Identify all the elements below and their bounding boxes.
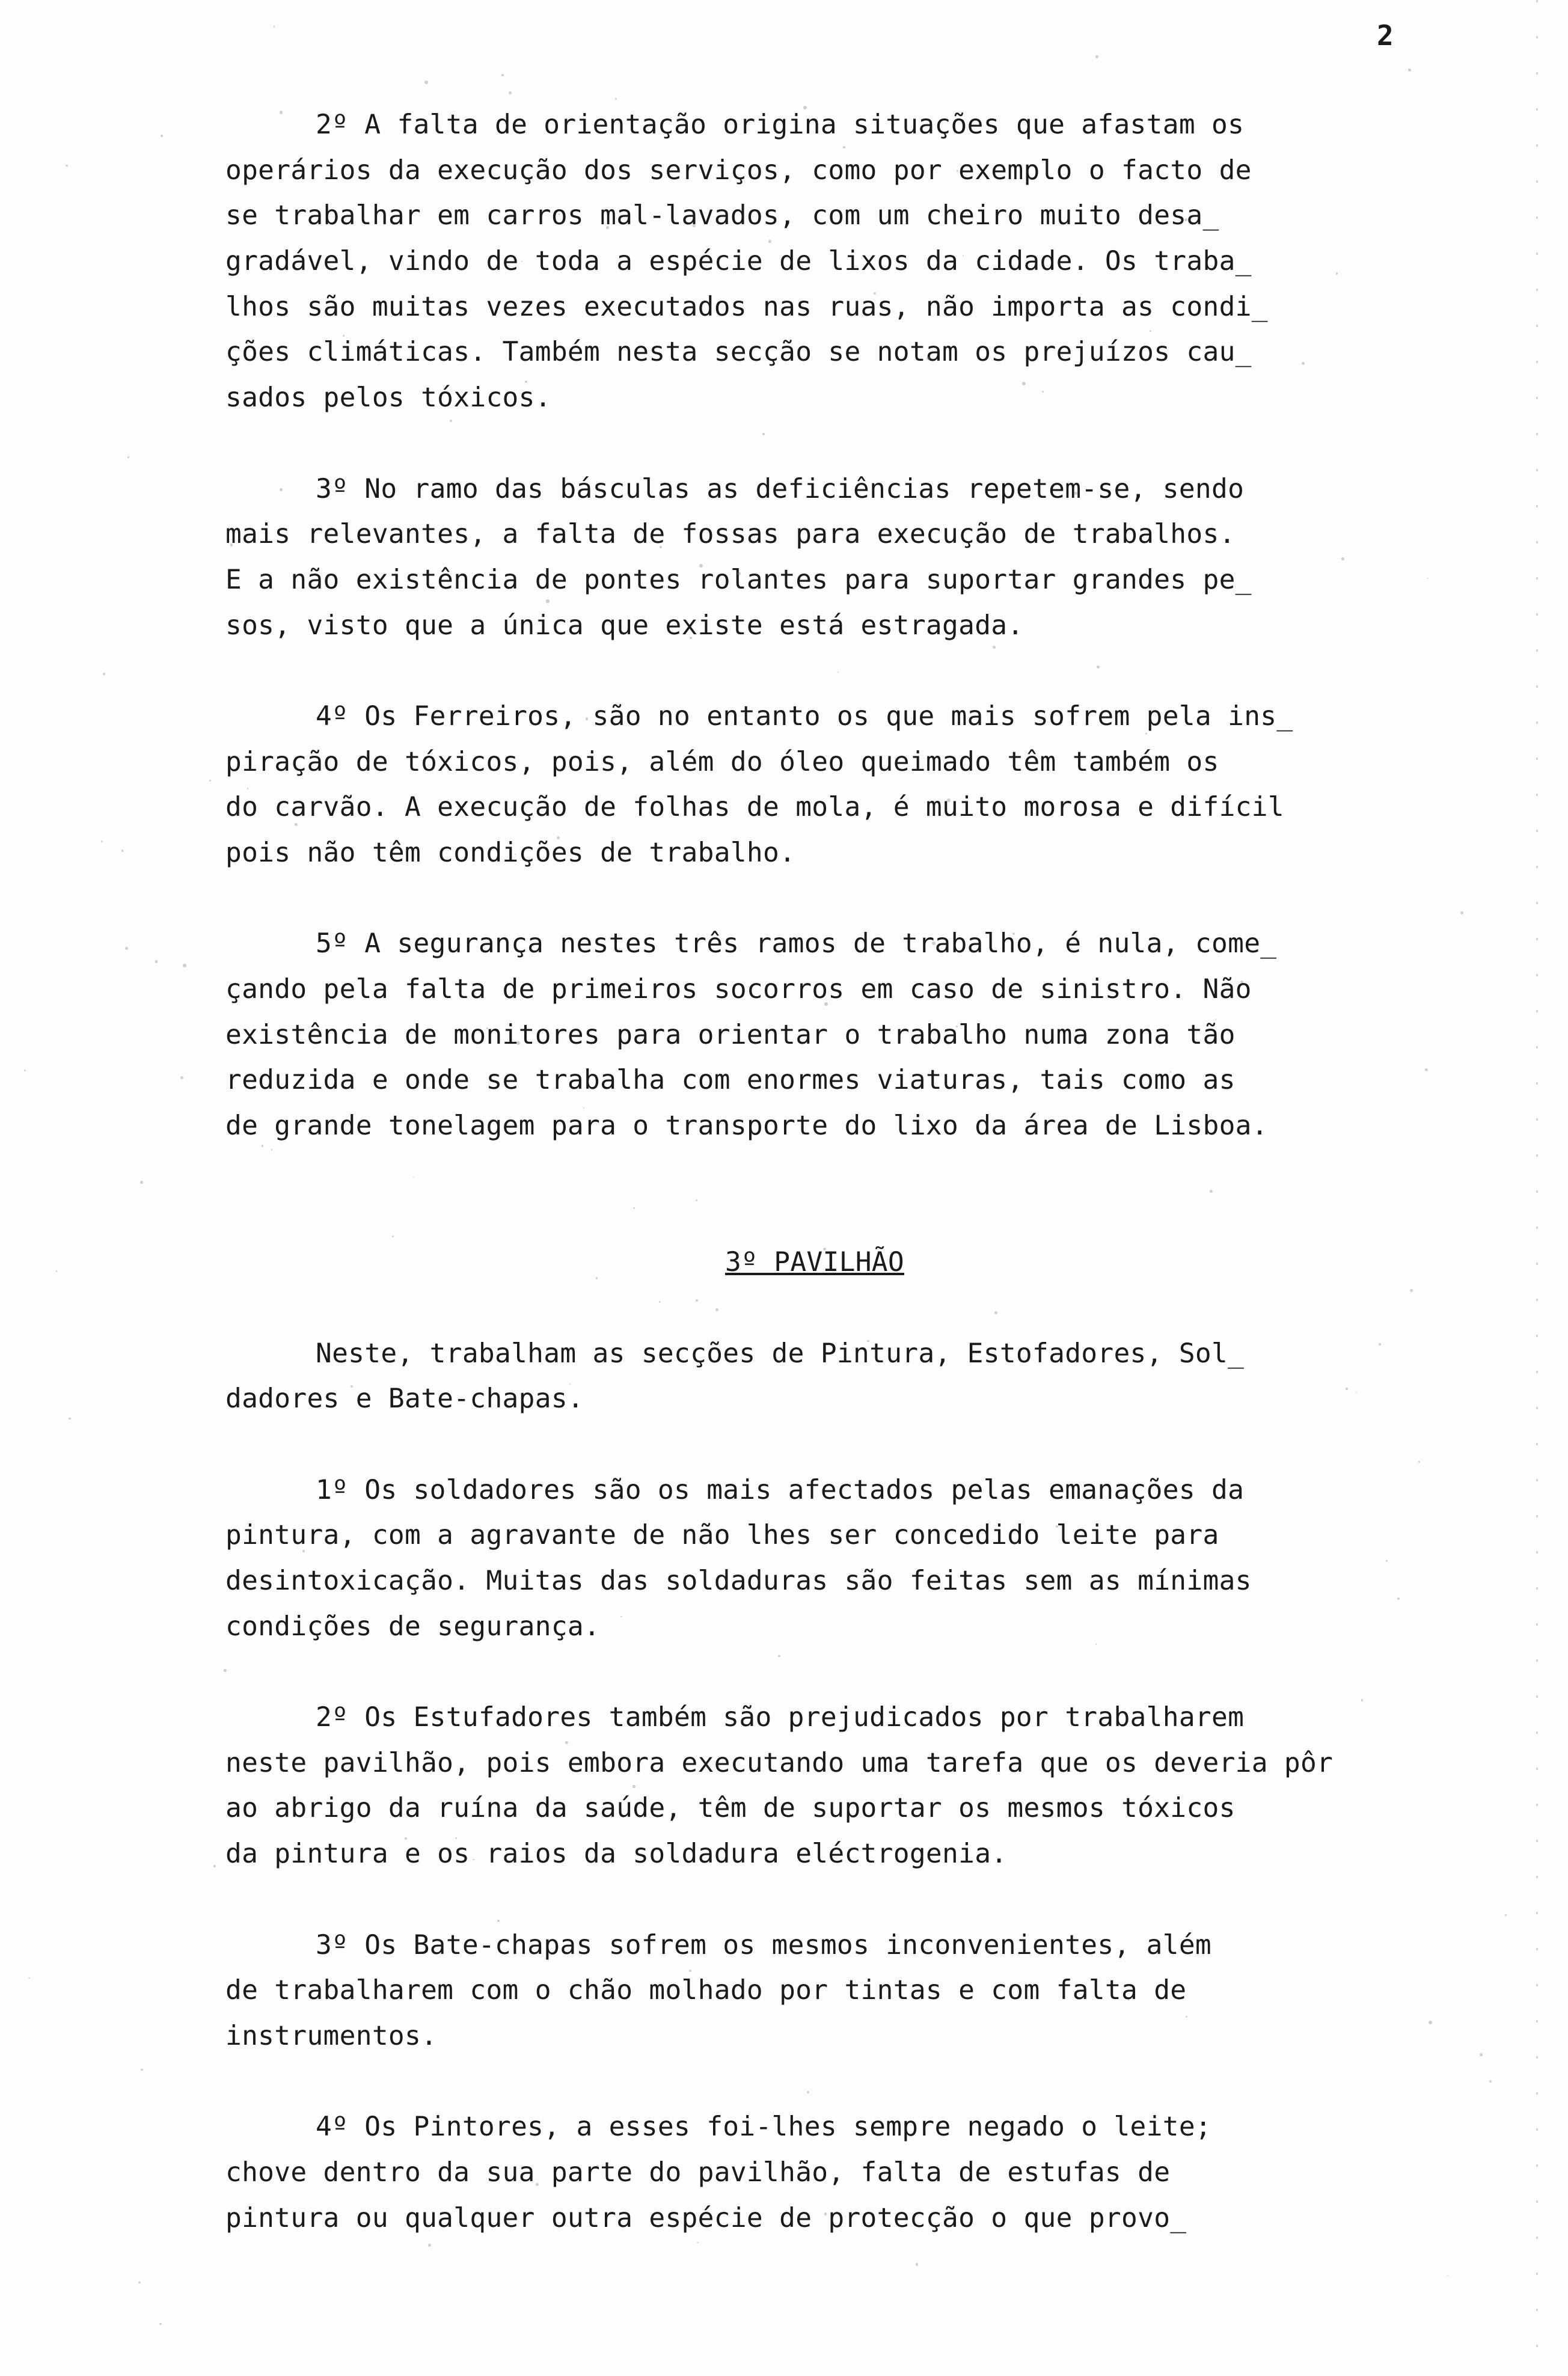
paragraph-gap — [225, 1285, 1428, 1331]
text-line: operários da execução dos serviços, como por exemplo o facto de — [225, 155, 1252, 186]
scan-speckle — [138, 2282, 141, 2284]
scan-speckle — [632, 1785, 635, 1787]
scan-speckle — [1074, 492, 1077, 495]
text-line: pintura ou qualquer outra espécie de protecção o que provo_ — [225, 2202, 1187, 2234]
scan-speckle — [509, 91, 512, 94]
scan-speckle — [56, 1270, 57, 1272]
text-line: dadores e Bate-chapas. — [225, 1383, 584, 1415]
document-body — [225, 102, 1428, 2241]
scan-speckle — [1379, 1343, 1381, 1346]
scan-speckle — [1128, 1999, 1130, 2001]
text-line: instrumentos. — [225, 2020, 438, 2051]
scan-speckle — [838, 672, 839, 673]
scan-speckle — [1184, 218, 1187, 221]
scan-speckle — [1418, 1461, 1420, 1463]
scan-speckle — [932, 942, 936, 945]
scan-speckle — [824, 1002, 828, 1006]
text-line: da pintura e os raios da soldadura eléctrogenia. — [225, 1839, 1008, 1870]
scan-speckle — [994, 1311, 997, 1314]
scan-speckle — [501, 74, 504, 76]
text-line: pintura, com a agravante de não lhes ser concedido leite para — [225, 1520, 1219, 1551]
scan-speckle — [1012, 932, 1015, 935]
scan-speckle — [1425, 1068, 1428, 1071]
scan-speckle — [274, 26, 275, 28]
text-line: do carvão. A execução de folhas de mola, é muito morosa e difícil — [225, 792, 1284, 823]
paragraph-gap — [225, 1877, 1428, 1923]
text-line: 3º No ramo das básculas as deficiências repetem-se, sendo — [316, 473, 1245, 504]
page-number: 2 — [1377, 19, 1394, 52]
text-line: Neste, trabalham as secções de Pintura, Estofadores, Sol_ — [316, 1338, 1245, 1369]
scan-speckle — [715, 1308, 718, 1311]
scan-speckle — [343, 335, 344, 336]
text-line: existência de monitores para orientar o trabalho numa zona tão — [225, 1019, 1236, 1050]
scan-speckle — [749, 987, 750, 988]
scan-speckle — [161, 135, 163, 137]
scan-speckle — [803, 106, 807, 109]
scan-speckle — [1095, 55, 1098, 58]
scan-speckle — [141, 2069, 142, 2071]
scan-speckle — [1480, 2053, 1483, 2056]
scan-speckle — [1397, 1597, 1400, 1600]
scan-speckle — [620, 1616, 622, 1618]
scan-speckle — [280, 111, 283, 114]
scan-speckle — [180, 1076, 183, 1079]
scan-speckle — [525, 381, 527, 383]
text-line: gradável, vindo de toda a espécie de lixos da cidade. Os traba_ — [225, 246, 1252, 277]
scan-speckle — [103, 673, 105, 675]
scan-speckle — [993, 646, 996, 649]
scan-speckle — [66, 165, 67, 167]
scan-speckle — [155, 960, 158, 963]
text-line: se trabalhar em carros mal-lavados, com um cheiro muito desa_ — [225, 200, 1219, 231]
paragraph-gap — [225, 421, 1428, 467]
scan-speckle — [1309, 1767, 1313, 1771]
scan-speckle — [375, 1724, 377, 1725]
text-line: sados pelos tóxicos. — [225, 382, 551, 414]
scan-speckle — [1145, 733, 1147, 735]
scan-speckle — [127, 456, 129, 458]
scan-speckle — [559, 769, 560, 771]
scan-speckle — [824, 2212, 827, 2215]
scan-speckle — [696, 1199, 697, 1201]
scan-speckle — [615, 98, 617, 100]
scan-speckle — [405, 1837, 407, 1840]
scan-speckle — [28, 1977, 30, 1979]
scan-speckle — [486, 1027, 488, 1029]
paragraph-gap — [225, 876, 1428, 922]
text-line: E a não existência de pontes rolantes para suportar grandes pe_ — [225, 564, 1252, 595]
scan-speckle — [596, 2165, 598, 2167]
text-line: piração de tóxicos, pois, além do óleo queimado têm também os — [225, 746, 1219, 777]
scan-speckle — [737, 572, 741, 575]
scan-speckle — [1097, 666, 1100, 669]
text-line: çando pela falta de primeiros socorros em caso de sinistro. Não — [225, 974, 1252, 1005]
scan-speckle — [125, 947, 128, 950]
scan-speckle — [926, 357, 930, 360]
text-line: desintoxicação. Muitas das soldaduras são feitas sem as mínimas — [225, 1566, 1252, 1596]
scan-speckle — [569, 1383, 571, 1385]
scan-speckle — [302, 1550, 305, 1552]
scan-speckle — [1386, 1560, 1387, 1561]
scan-speckle — [697, 2242, 698, 2243]
scan-speckle — [762, 1088, 764, 1089]
scan-speckle — [987, 1949, 990, 1953]
scan-speckle — [1505, 1914, 1507, 1916]
scan-speckle — [823, 1248, 826, 1251]
scan-speckle — [546, 599, 550, 603]
text-line: ao abrigo da ruína da saúde, têm de suportar os mesmos tóxicos — [225, 1793, 1236, 1824]
text-line: 4º Os Ferreiros, são no entanto os que mais sofrem pela ins_ — [316, 700, 1293, 732]
scan-speckle — [916, 2263, 919, 2266]
paragraph-gap — [225, 1649, 1428, 1695]
scan-speckle — [1346, 1388, 1348, 1390]
paragraph-gap — [225, 1422, 1428, 1468]
scan-speckle — [778, 1655, 780, 1658]
scan-speckle — [947, 798, 951, 802]
scan-speckle — [140, 1181, 143, 1184]
text-line: lhos são muitas vezes executados nas ruas, não importa as condi_ — [225, 291, 1268, 322]
scan-speckle — [1210, 1190, 1213, 1193]
scan-speckle — [24, 1070, 26, 1071]
scan-speckle — [596, 1277, 598, 1279]
scan-speckle — [183, 964, 186, 967]
text-line: mais relevantes, a falta de fossas para execução de trabalhos. — [225, 519, 1236, 550]
scan-speckle — [69, 1418, 70, 1419]
paragraph-gap — [225, 2059, 1428, 2105]
scan-speckle — [615, 1941, 616, 1943]
scan-speckle — [1429, 2021, 1432, 2024]
scan-speckle — [1341, 557, 1344, 560]
scan-speckle — [1447, 2275, 1448, 2276]
section-heading: 3º PAVILHÃO — [724, 1247, 904, 1278]
scan-speckle — [224, 1669, 226, 1671]
text-line: ções climáticas. Também nesta secção se notam os prejuízos cau_ — [225, 337, 1252, 368]
text-line: pois não têm condições de trabalho. — [225, 837, 796, 868]
scan-speckle — [536, 2183, 539, 2186]
scan-speckle — [660, 546, 662, 548]
text-line: 4º Os Pintores, a esses foi-lhes sempre negado o leite; — [316, 2111, 1212, 2143]
scan-speckle — [874, 292, 876, 295]
scan-speckle — [159, 2323, 162, 2325]
scan-speckle — [1489, 2080, 1492, 2083]
paragraph-gap — [225, 1195, 1428, 1240]
scan-speckle — [606, 226, 608, 228]
paragraph-gap — [225, 1149, 1428, 1195]
scan-speckle — [247, 788, 249, 789]
text-line: sos, visto que a única que existe está estragada. — [225, 610, 1024, 641]
scan-speckle — [392, 1235, 394, 1237]
text-line: reduzida e onde se trabalha com enormes viaturas, tais como as — [225, 1065, 1236, 1096]
scan-speckle — [121, 850, 124, 852]
text-line: 1º Os soldadores são os mais afectados pelas emanações da — [316, 1474, 1245, 1505]
scan-speckle — [295, 823, 298, 826]
scan-speckle — [101, 840, 103, 842]
scan-speckle — [1056, 1525, 1058, 1528]
scan-speckle — [696, 1299, 698, 1302]
scan-speckle — [280, 488, 283, 491]
scan-speckle — [768, 240, 771, 243]
scan-speckle — [209, 780, 211, 782]
scan-speckle — [262, 1145, 264, 1147]
text-line: neste pavilhão, pois embora executando uma tarefa que os deveria pôr — [225, 1747, 1334, 1778]
scan-speckle — [559, 213, 560, 215]
text-line: de trabalharem com o chão molhado por tintas e com falta de — [225, 1975, 1187, 2006]
scan-edge-marks — [1536, 0, 1538, 2376]
paragraph-gap — [225, 648, 1428, 694]
text-line: 2º A falta de orientação origina situações que afastam os — [316, 109, 1245, 140]
scan-speckle — [699, 564, 703, 568]
scan-speckle — [1460, 911, 1464, 915]
text-line: 3º Os Bate-chapas sofrem os mesmos inconvenientes, além — [316, 1929, 1212, 1961]
scan-speckle — [428, 2244, 431, 2247]
text-line: condições de segurança. — [225, 1611, 601, 1642]
scan-speckle — [351, 1385, 353, 1388]
scan-speckle — [807, 2091, 809, 2093]
scan-speckle — [516, 1041, 520, 1045]
scan-speckle — [230, 543, 233, 547]
scan-speckle — [424, 81, 428, 84]
scan-speckle — [690, 637, 692, 639]
text-line: chove dentro da sua parte do pavilhão, falta de estufas de — [225, 2157, 1171, 2188]
text-line: 2º Os Estufadores também são prejudicados por trabalharem — [316, 1702, 1245, 1733]
scan-speckle — [515, 854, 516, 855]
scan-speckle — [1408, 69, 1410, 71]
text-line: 5º A segurança nestes três ramos de trabalho, é nula, come_ — [316, 928, 1277, 960]
scan-speckle — [497, 1920, 500, 1922]
scan-speckle — [213, 1865, 216, 1867]
text-line: de grande tonelagem para o transporte do lixo da área de Lisboa. — [225, 1110, 1268, 1142]
